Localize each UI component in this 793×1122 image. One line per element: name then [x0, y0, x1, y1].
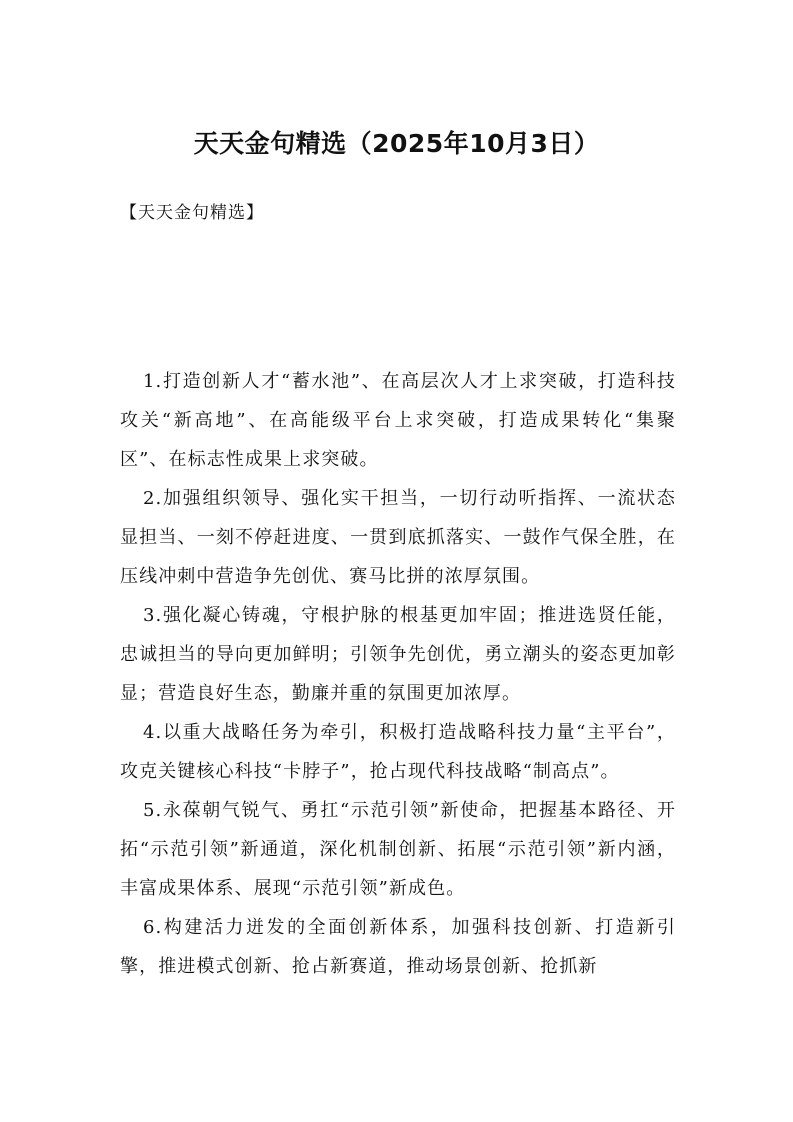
paragraph-2: 2.加强组织领导、强化实干担当，一切行动听指挥、一流状态显担当、一刻不停赶进度、一贯到底抓落实、一鼓作气保全胜，在压线冲刺中营造争先创优、赛马比拼的浓厚氛围。 — [120, 488, 676, 587]
paragraph-5: 5.永葆朝气锐气、勇扛“示范引领”新使命，把握基本路径、开拓“示范引领”新通道，深化机制创新、拓展“示范引领”新内涵，丰富成果体系、展现“示范引领”新成色。 — [120, 800, 676, 899]
paragraph-6: 6.构建活力迸发的全面创新体系，加强科技创新、打造新引擎，推进模式创新、抢占新赛道，推动场景创新、抢抓新 — [120, 917, 676, 977]
document-title: 天天金句精选（2025年10月3日） — [193, 129, 600, 158]
section-tag: 【天天金句精选】 — [120, 203, 264, 223]
document-body — [120, 362, 676, 986]
paragraph-3: 3.强化凝心铸魂，守根护脉的根基更加牢固；推进选贤任能，忠诚担当的导向更加鲜明；引领争先创优，勇立潮头的姿态更加彰显；营造良好生态，勤廉并重的氛围更加浓厚。 — [120, 605, 676, 704]
paragraph-4: 4.以重大战略任务为牵引，积极打造战略科技力量“主平台”，攻克关键核心科技“卡脖子”，抢占现代科技战略“制高点”。 — [120, 722, 676, 782]
paragraph-1: 1.打造创新人才“蓄水池”、在高层次人才上求突破，打造科技攻关“新高地”、在高能级平台上求突破，打造成果转化“集聚区”、在标志性成果上求突破。 — [120, 371, 676, 470]
